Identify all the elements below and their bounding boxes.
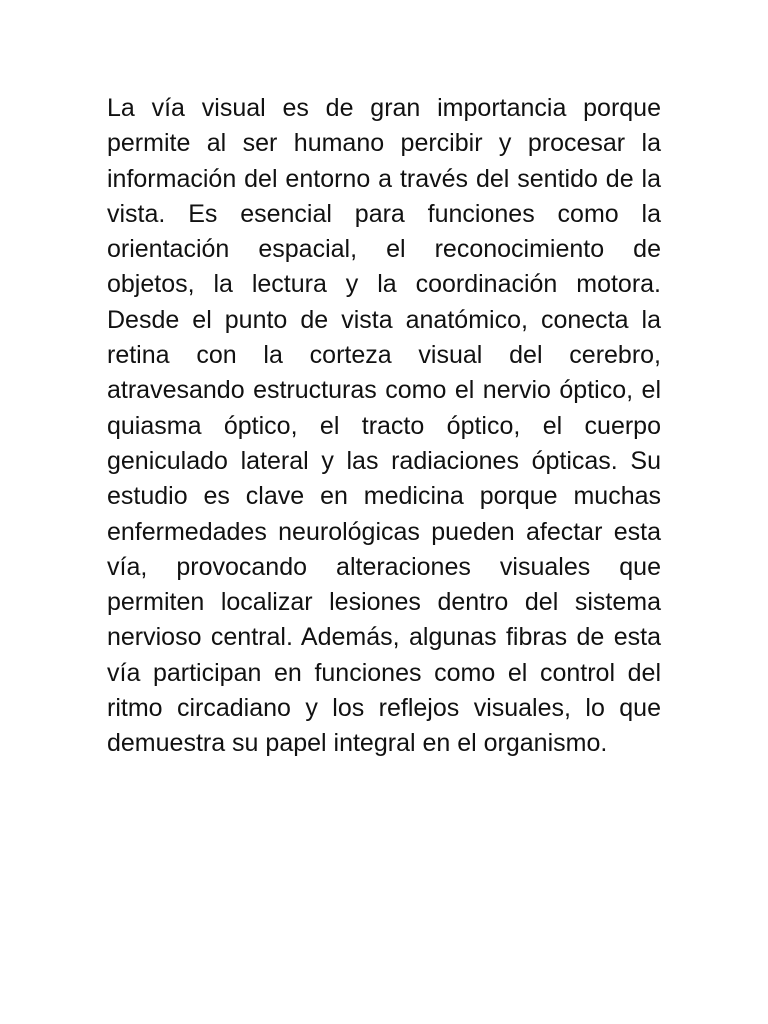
body-paragraph: La vía visual es de gran importancia porque permite al ser humano percibir y procesar la información del entorno a través del sentido de la vista. Es esencial para funciones como la orientación espacial, el reconocimiento de objetos, la lectura y la coordinación motora. Desde el punto de vista anatómico, conecta la retina con la corteza visual del cerebro, atravesando estructuras como el nervio óptico, el quiasma óptico, el tracto óptico, el cuerpo geniculado lateral y las radiaciones ópticas. Su estudio es clave en medicina porque muchas enfermedades neurológicas pueden afectar esta vía, provocando alteraciones visuales que permiten localizar lesiones dentro del sistema nervioso central. Además, algunas fibras de esta vía participan en funciones como el control del ritmo circadiano y los reflejos visuales, lo que demuestra su papel integral en el organismo. — [107, 94, 661, 758]
